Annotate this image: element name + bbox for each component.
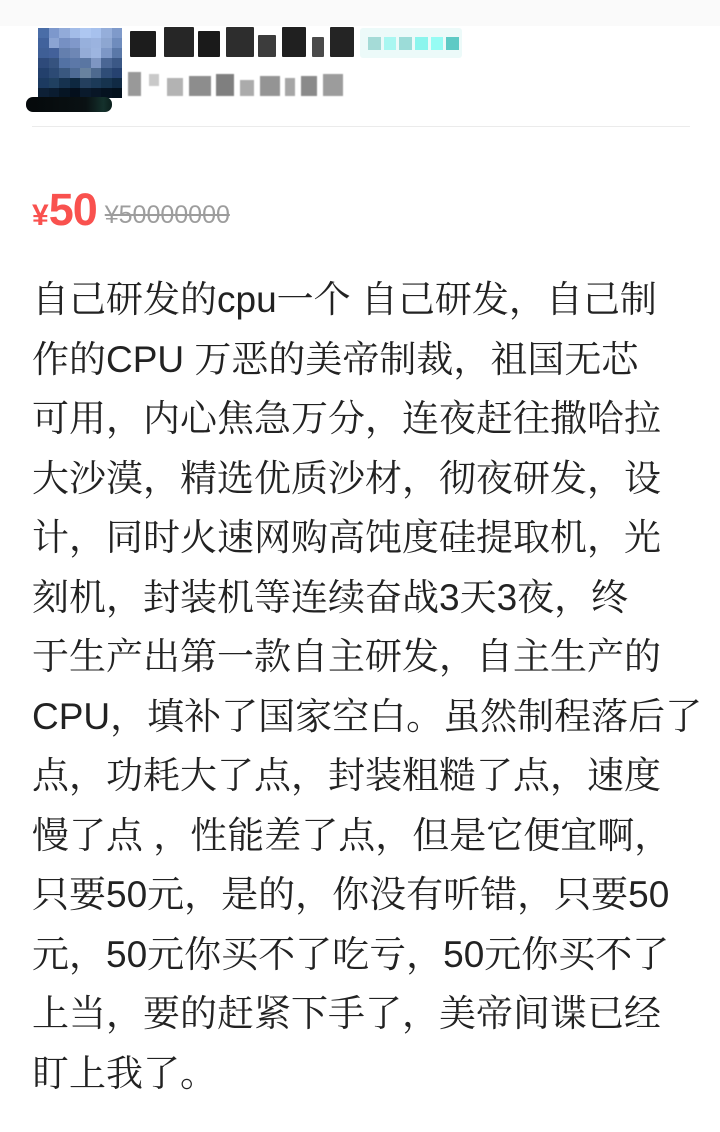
avatar-pixel: [70, 28, 81, 38]
description-line: 自己研发的cpu一个 自己研发，自己制: [32, 279, 657, 320]
description-line: 盯上我了。: [32, 1052, 217, 1094]
avatar-pixel: [91, 48, 102, 58]
avatar-pixel: [80, 28, 91, 38]
censored-text-block: [216, 74, 234, 96]
avatar-pixel: [112, 38, 123, 48]
price-row: [32, 184, 230, 236]
seller-badge-blurred: [360, 28, 462, 58]
avatar-pixel: [91, 68, 102, 78]
avatar-pixel: [112, 58, 123, 68]
seller-avatar[interactable]: [38, 28, 122, 98]
avatar-pixel: [112, 78, 123, 88]
description-line: 大沙漠，精选优质沙材，彻夜研发，设: [32, 457, 661, 499]
avatar-pixel: [101, 48, 112, 58]
badge-pixel: [368, 37, 381, 50]
avatar-pixel: [112, 48, 123, 58]
avatar-pixel: [49, 38, 60, 48]
avatar-pixel: [70, 38, 81, 48]
censored-text-block: [164, 27, 194, 57]
avatar-pixel: [112, 28, 123, 38]
badge-pixel: [415, 37, 428, 50]
listing-meta-blurred: [128, 72, 343, 97]
avatar-pixel: [80, 68, 91, 78]
avatar-pixel: [59, 38, 70, 48]
censored-text-block: [167, 78, 183, 96]
censored-text-block: [312, 37, 324, 57]
avatar-censor-bar: [26, 97, 112, 112]
avatar-pixel: [101, 68, 112, 78]
avatar-pixel: [101, 38, 112, 48]
avatar-pixel: [70, 68, 81, 78]
avatar-pixel: [70, 78, 81, 88]
avatar-pixel: [112, 88, 123, 98]
original-price-strikethrough: ¥50000000: [104, 201, 230, 229]
avatar-pixel: [101, 28, 112, 38]
avatar-pixel: [38, 68, 49, 78]
censored-text-block: [130, 31, 156, 57]
avatar-pixel: [80, 58, 91, 68]
header-divider: [32, 126, 690, 127]
avatar-pixel: [101, 58, 112, 68]
description-line: 计，同时火速网购高饨度硅提取机，光: [32, 517, 661, 558]
avatar-pixel: [49, 48, 60, 58]
description-line: 点，功耗大了点，封装粗糙了点，速度: [32, 755, 661, 796]
avatar-pixel: [49, 58, 60, 68]
badge-pixel: [446, 37, 459, 50]
avatar-pixel: [91, 78, 102, 88]
avatar-pixel: [38, 58, 49, 68]
censored-text-block: [260, 76, 280, 96]
avatar-pixel: [38, 28, 49, 38]
avatar-pixel: [59, 78, 70, 88]
description-line: 刻机，封装机等连续奋战3天3夜，终: [32, 576, 629, 618]
censored-text-block: [323, 74, 343, 96]
description-line: 上当，要的赶紧下手了，美帝间谍已经: [32, 993, 661, 1034]
description-line: 于生产出第一款自主研发，自主生产的: [32, 636, 661, 677]
seller-header[interactable]: [0, 0, 720, 126]
avatar-pixel: [49, 68, 60, 78]
current-price: 50: [48, 184, 97, 235]
censored-text-block: [285, 78, 295, 96]
censored-text-block: [149, 74, 159, 86]
censored-text-block: [258, 35, 276, 57]
avatar-pixel: [101, 78, 112, 88]
censored-text-block: [330, 27, 354, 57]
badge-pixel: [431, 37, 444, 50]
avatar-pixel: [59, 28, 70, 38]
avatar-pixel: [59, 48, 70, 58]
avatar-pixel: [38, 78, 49, 88]
avatar-pixel: [91, 38, 102, 48]
avatar-pixel: [38, 48, 49, 58]
censored-text-block: [189, 76, 211, 96]
avatar-pixel: [80, 38, 91, 48]
avatar-pixel: [49, 28, 60, 38]
avatar-pixel: [70, 58, 81, 68]
censored-text-block: [301, 76, 317, 96]
description-line: CPU，填补了国家空白。虽然制程落后了: [32, 695, 703, 737]
censored-text-block: [128, 72, 141, 96]
avatar-pixel: [49, 78, 60, 88]
avatar-pixel: [91, 28, 102, 38]
description-line: 作的CPU 万恶的美帝制裁，祖国无芯: [32, 338, 639, 380]
currency-symbol: ¥: [32, 199, 49, 232]
badge-pixel: [399, 37, 412, 50]
seller-username-blurred[interactable]: [130, 27, 354, 61]
avatar-pixel: [38, 38, 49, 48]
censored-text-block: [282, 27, 306, 57]
description-line: 只要50元，是的，你没有听错，只要50: [32, 874, 670, 915]
censored-text-block: [240, 80, 254, 96]
avatar-pixel: [70, 48, 81, 58]
avatar-pixel: [80, 48, 91, 58]
description-line: 元，50元你买不了吃亏，50元你买不了: [32, 933, 670, 975]
censored-text-block: [198, 31, 220, 57]
avatar-pixel: [91, 58, 102, 68]
avatar-pixel: [59, 68, 70, 78]
avatar-pixel: [59, 58, 70, 68]
description-line: 慢了点 ，性能差了点，但是它便宜啊，: [32, 814, 672, 856]
listing-description: [32, 270, 703, 1103]
badge-pixel: [384, 37, 397, 50]
avatar-pixel: [80, 78, 91, 88]
description-line: 可用，内心焦急万分，连夜赶往撒哈拉: [32, 398, 661, 439]
avatar-pixel: [112, 68, 123, 78]
censored-text-block: [226, 27, 254, 57]
